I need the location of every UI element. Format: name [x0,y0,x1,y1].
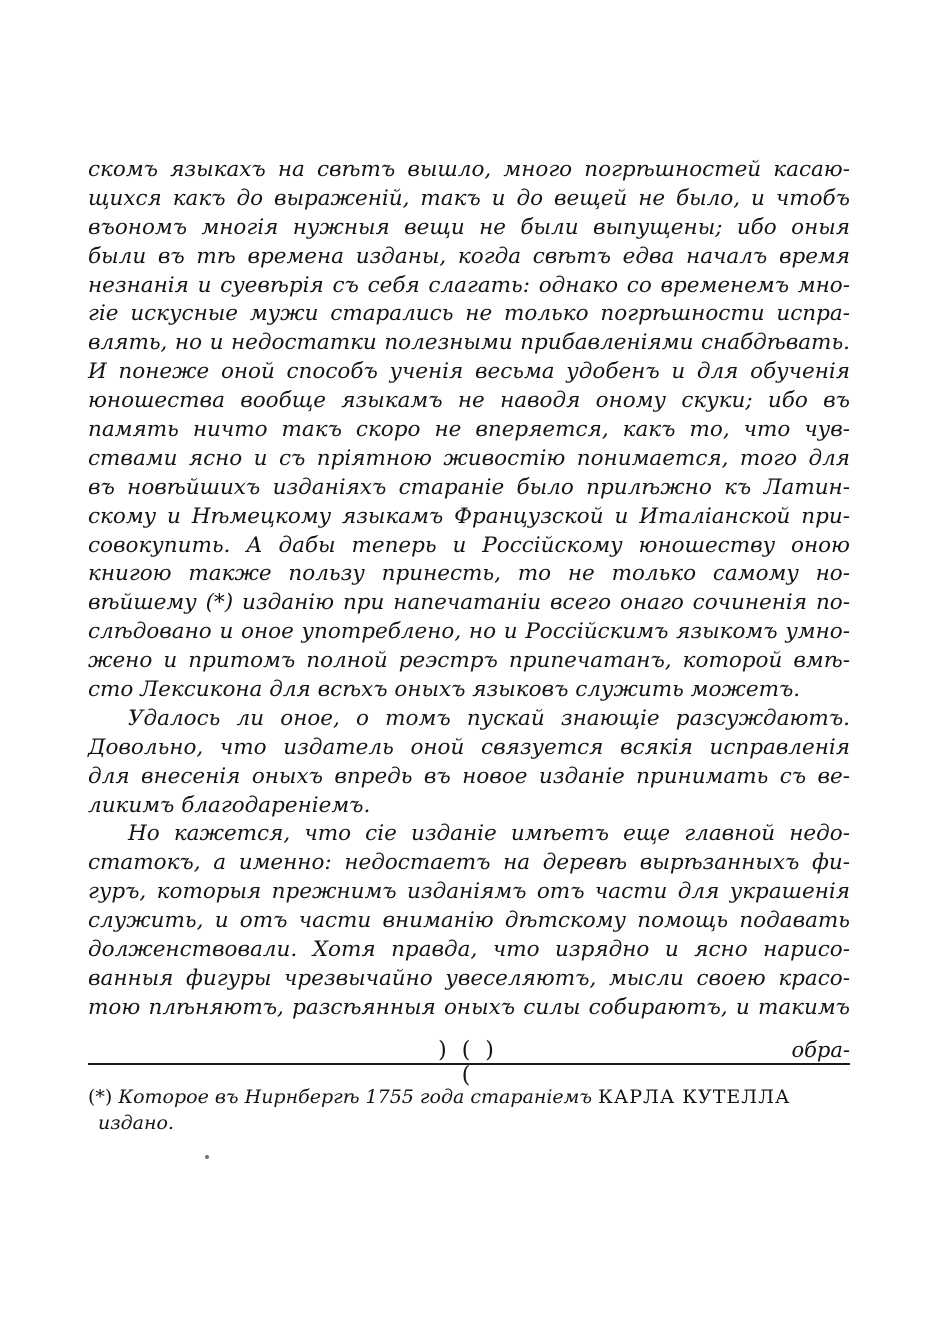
text-line: влять, но и недостатки полезными прибавленіями снабдѣвать. [88,330,850,356]
text-line: И понеже оной способъ ученія весьма удобенъ и для обученія [88,359,850,385]
footnote-text: Которое въ Нирнбергѣ 1755 года стараніемъ [118,1086,593,1108]
text-line: щихся какъ до выраженій, такъ и до вещей не было, и чтобъ [88,185,850,211]
footnote-name: КАРЛА КУТЕЛЛА [598,1086,791,1108]
text-line: совокупить. А дабы теперь и Россійскому юношеству оною [88,532,850,558]
text-line: ствами ясно и съ пріятною живостію понимается, того для [88,445,850,471]
text-line: ликимъ благодареніемъ. [88,792,371,818]
text-line: вѣйшему (*) изданію при напечатаніи всего онаго сочиненія по- [88,590,850,616]
footnote [88,1084,850,1136]
text-line: гуръ, которыя прежнимъ изданіямъ отъ части для украшенія [88,879,850,905]
text-line: служить, и отъ части вниманію дѣтскому помощь подавать [88,908,850,934]
text-line: были въ тѣ времена изданы, когда свѣтъ едва началъ время [88,243,850,269]
text-line: слѣдовано и оное употреблено, но и Россійскимъ языкомъ умно- [88,619,850,645]
text-line: память ничто такъ скоро не вперяется, какъ то, что чув- [88,417,850,443]
catchword: обра- [791,1038,850,1062]
text-line: Довольно, что издатель оной связуется всякія исправленія [88,734,850,760]
text-line: въономъ многія нужныя вещи не были выпущены; ибо оныя [88,214,850,240]
footnote-mark: (*) [88,1086,113,1108]
text-line: Но кажется, что сіе изданіе имѣетъ еще главной недо- [128,821,850,847]
text-line: въ новѣйшихъ изданіяхъ стараніе было прилѣжно къ Латин- [88,474,850,500]
text-line: Удалось ли оное, о томъ пускай знающіе разсуждаютъ. [128,705,850,731]
body-text [88,156,850,1023]
signature-mark: ) ( ) ( [438,1038,498,1088]
text-line: незнанія и суевѣрія съ себя слагать: однако со временемъ мно- [88,272,850,298]
text-line: статокъ, а именно: недостаетъ на деревѣ вырѣзанныхъ фи- [88,850,850,876]
footnote-line-2: издано. [98,1112,174,1134]
text-line: книгою также пользу принесть, то не только самому но- [88,561,850,587]
text-line: для внесенія оныхъ впредь въ новое изданіе принимать съ ве- [88,763,850,789]
text-line: сто Лексикона для всѣхъ оныхъ языковъ служить можетъ. [88,677,801,703]
footnote-line-1 [88,1084,850,1110]
text-line: юношества вообще языкамъ не наводя оному скуки; ибо въ [88,388,850,414]
text-line: гіе искусные мужи старались не только погрѣшности испра- [88,301,850,327]
text-line: скому и Нѣмецкому языкамъ Французской и Италіанской при- [88,503,850,529]
text-line: тою плѣняютъ, разсѣянныя оныхъ силы собираютъ, и такимъ [88,994,850,1020]
text-line: ванныя фигуры чрезвычайно увеселяютъ, мысли своею красо- [88,965,850,991]
text-line: жено и притомъ полной реэстръ припечатанъ, которой вмѣ- [88,648,850,674]
text-line: скомъ языкахъ на свѣтъ вышло, много погрѣшностей касаю- [88,157,850,182]
footnote-rule [88,1063,850,1065]
ink-speck [205,1155,209,1159]
text-line: долженствовали. Хотя правда, что изрядно и ясно нарисо- [88,937,850,963]
